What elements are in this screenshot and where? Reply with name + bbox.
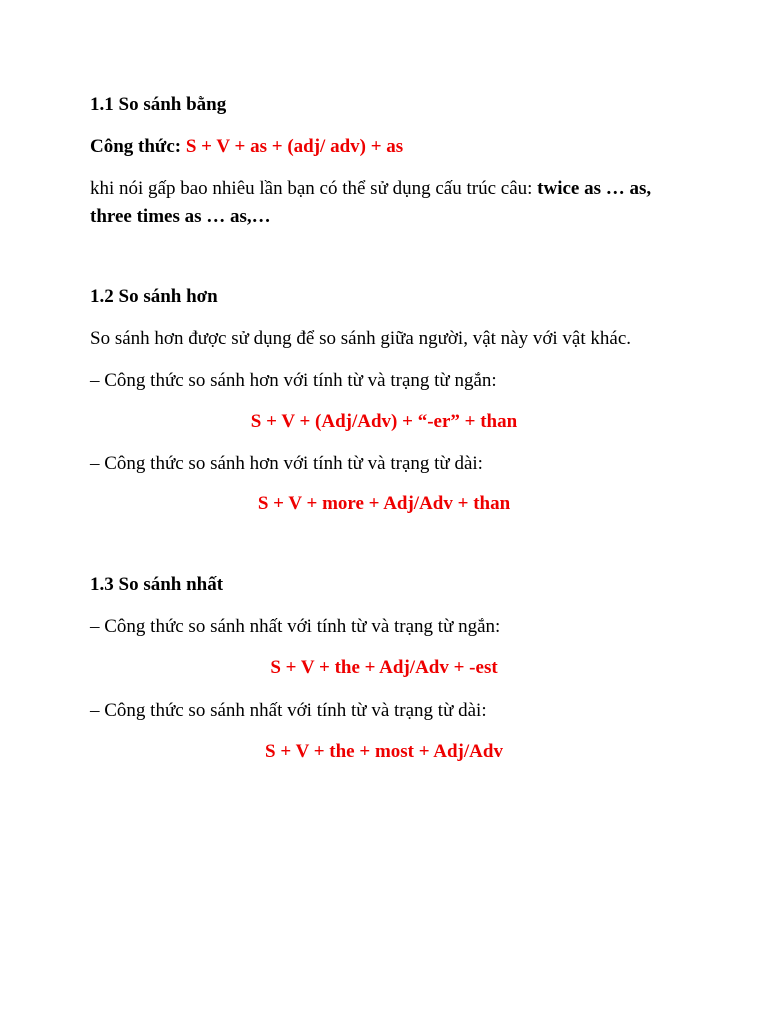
section-3-heading: 1.3 So sánh nhất: [90, 574, 224, 595]
section-1-note-bold: twice as … as, three times as … as,…: [90, 178, 652, 227]
section-2-short-label: – Công thức so sánh hơn với tính từ và trạng từ ngắn:: [90, 370, 497, 391]
section-1-formula-line: [90, 136, 403, 158]
section-2-long-label: – Công thức so sánh hơn với tính từ và trạng từ dài:: [90, 453, 483, 474]
section-2-heading: 1.2 So sánh hơn: [90, 286, 218, 307]
section-3-long-formula: S + V + the + most + Adj/Adv: [265, 741, 503, 762]
section-1-formula: S + V + as + (adj/ adv) + as: [185, 136, 404, 157]
section-3-short-formula: S + V + the + Adj/Adv + -est: [270, 657, 498, 678]
section-1-heading: 1.1 So sánh bằng: [90, 94, 227, 115]
section-1-note-text: khi nói gấp bao nhiêu lần bạn có thể sử dụng cấu trúc câu:: [90, 178, 538, 199]
formula-label: Công thức:: [90, 136, 186, 157]
section-1-note: [90, 175, 670, 231]
section-3-long-label: – Công thức so sánh nhất với tính từ và trạng từ dài:: [90, 700, 487, 721]
section-2-long-formula: S + V + more + Adj/Adv + than: [257, 493, 511, 514]
section-3-short-label: – Công thức so sánh nhất với tính từ và trạng từ ngắn:: [90, 616, 501, 637]
section-2-short-formula: S + V + (Adj/Adv) + “-er” + than: [250, 411, 518, 432]
section-2-intro: So sánh hơn được sử dụng để so sánh giữa người, vật này với vật khác.: [90, 328, 631, 349]
